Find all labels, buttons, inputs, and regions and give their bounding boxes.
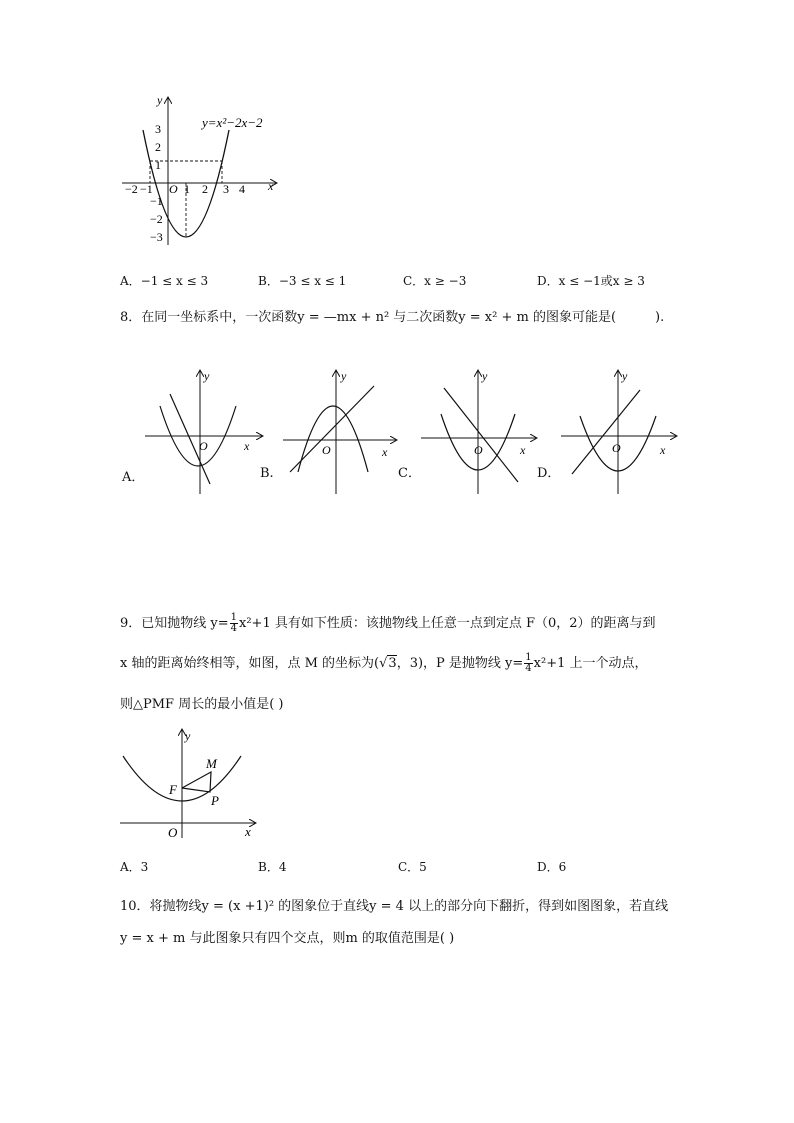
- svg-text:x: x: [268, 179, 274, 193]
- q8-option-c-label[interactable]: C．: [398, 466, 421, 481]
- x-tick: 4: [239, 182, 245, 196]
- svg-text:x: x: [660, 443, 666, 457]
- x-tick: 2: [202, 182, 208, 196]
- q8-stem: 8．在同一坐标系中，一次函数y = —mx + n² 与二次函数y = x² + m 的图象可能是( ).: [120, 310, 665, 325]
- q9-option-c[interactable]: C．5: [398, 860, 427, 874]
- q9-line2: x 轴的距离始终相等，如图，点 M 的坐标为(√3，3)，P 是抛物线 y= $\frac{1}{4}$ x²+1 上一个动点，: [120, 652, 648, 674]
- x-tick: −1: [140, 182, 153, 196]
- q8-graph-c[interactable]: [416, 366, 546, 496]
- svg-text:x: x: [244, 439, 250, 453]
- svg-text:x: x: [382, 445, 388, 459]
- svg-text:y: y: [341, 369, 347, 383]
- q7-option-d[interactable]: D．x ≤ −1或x ≥ 3: [537, 274, 645, 288]
- q7-option-a[interactable]: A．−1 ≤ x ≤ 3: [120, 274, 209, 288]
- q9-option-d[interactable]: D．6: [537, 860, 567, 874]
- q7-option-c[interactable]: C．x ≥ −3: [403, 274, 467, 288]
- y-tick: −1: [150, 194, 163, 208]
- q8-option-b-label[interactable]: B.: [260, 466, 274, 481]
- svg-text:O: O: [474, 443, 483, 457]
- q9-fraction: $\frac{1}{4}$: [230, 612, 238, 634]
- svg-text:F: F: [169, 782, 177, 797]
- svg-text:y: y: [482, 369, 488, 383]
- q7-option-b[interactable]: B．−3 ≤ x ≤ 1: [258, 274, 347, 288]
- y-tick: 3: [155, 122, 161, 136]
- svg-text:O: O: [169, 182, 178, 196]
- q7-function-label: y=x²−2x−2: [202, 115, 263, 130]
- q8-graph-a[interactable]: [140, 366, 270, 496]
- q9-line1: 9．已知抛物线 y= $\frac{1}{4}$ x²+1 具有如下性质：该抛物线上任意一点到定点 F（0，2）的距离与到: [120, 612, 656, 634]
- svg-text:y: y: [204, 369, 210, 383]
- y-tick: −3: [150, 230, 163, 244]
- x-tick: 3: [223, 182, 229, 196]
- svg-text:x: x: [520, 443, 526, 457]
- triangle-pmf: [182, 772, 211, 792]
- svg-text:y: y: [185, 729, 191, 743]
- q9-option-b[interactable]: B．4: [258, 860, 287, 874]
- svg-text:P: P: [211, 793, 219, 808]
- q9-line3: 则△PMF 周长的最小值是( ): [120, 697, 284, 712]
- q9-option-a[interactable]: A．3: [120, 860, 149, 874]
- q8-option-a-label[interactable]: A．: [122, 470, 145, 485]
- y-tick: 1: [155, 158, 161, 172]
- svg-text:O: O: [168, 825, 178, 840]
- svg-text:M: M: [206, 756, 217, 771]
- x-tick: 1: [184, 182, 190, 196]
- svg-text:y: y: [622, 369, 628, 383]
- q8-graph-d[interactable]: [556, 366, 686, 496]
- y-tick: 2: [155, 140, 161, 154]
- q9-graph: [115, 728, 265, 843]
- q7-graph: [110, 90, 290, 250]
- q8-graph-b[interactable]: [278, 366, 408, 496]
- svg-text:x: x: [245, 824, 251, 839]
- q10-line1: 10．将抛物线y = (x +1)² 的图象位于直线y = 4 以上的部分向下翻折，得到如图图象，若直线: [120, 899, 669, 914]
- svg-text:y: y: [157, 93, 163, 107]
- y-tick: −2: [150, 212, 163, 226]
- q8-option-d-label[interactable]: D．: [537, 466, 561, 481]
- q10-line2: y = x + m 与此图象只有四个交点，则m 的取值范围是( ): [120, 931, 455, 946]
- svg-text:O: O: [322, 443, 331, 457]
- svg-text:O: O: [199, 439, 208, 453]
- svg-text:O: O: [612, 441, 621, 455]
- x-tick: −2: [125, 182, 138, 196]
